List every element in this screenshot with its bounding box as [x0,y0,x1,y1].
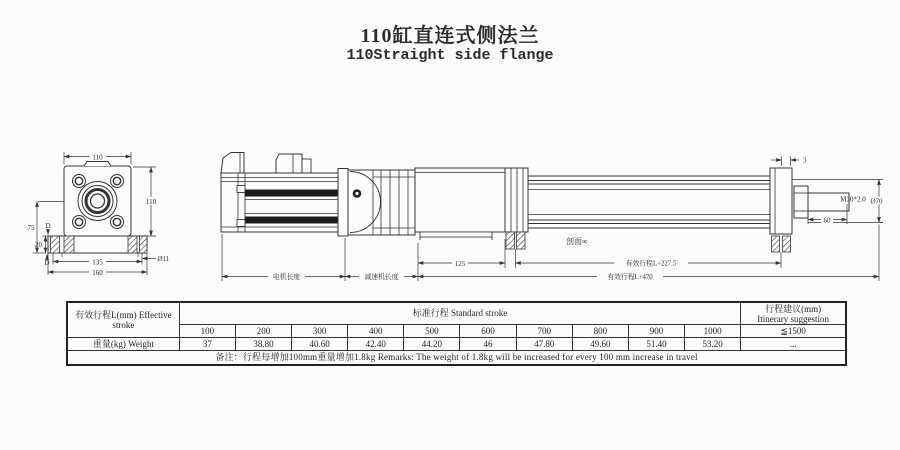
front-view [28,152,170,277]
side-flange-section [505,168,528,249]
weight-value: 47.80 [516,338,572,351]
dim-20: 20 [35,241,42,249]
page-title-chinese: 110缸直连式侧法兰 [360,25,540,47]
dim-stroke-total: 有效行程L+470 [607,274,653,281]
dim-bolt-span: 135 [92,258,103,267]
dim-rod-flange-dia: Ø70 [870,197,883,206]
suggestion-header [741,302,846,325]
stroke-value: 500 [404,325,460,338]
weight-value: 37 [179,338,235,351]
side-view [221,153,886,282]
dim-right-height: 110 [145,198,157,206]
effective-stroke-header: 有效行程L(mm) Effective stroke [67,302,179,338]
dim-stroke-mid: 有效行程L+227.5 [625,260,677,268]
thread-label: M30*2.0 [840,195,866,204]
reducer [348,170,415,235]
dim-bolt-hole: Ø11 [157,255,170,263]
reducer-length-label: 减速机长度 [364,274,399,281]
dim-cap: 3 [803,156,807,165]
suggestion-value: ≦1500 [741,325,846,338]
dim-d-lower: D [44,259,50,267]
stroke-value: 900 [628,325,684,338]
motor-flange [338,169,348,237]
flange-top-tab [84,162,111,167]
page-title-english: 110Straight side flange [346,47,554,64]
dim-d-upper: D [45,222,51,230]
section-label: 剖面∞ [566,237,588,246]
stroke-value: 700 [516,325,572,338]
stroke-value: 300 [292,325,348,338]
remarks: 备注：行程每增加100mm重量增加1.8kg Remarks: The weight of 1.8kg will be increased for every 100 mm increase in travel [67,351,846,366]
stroke-value: 800 [572,325,628,338]
motor [221,153,348,237]
standard-stroke-header: 标准行程 Standard stroke [179,302,740,325]
mounting-block [415,168,505,240]
stroke-value: 600 [460,325,516,338]
stroke-value: 400 [348,325,404,338]
motor-stripe-top [245,190,338,197]
weight-value: 49.60 [572,338,628,351]
dim-block-length: 125 [454,260,466,268]
weight-value: 53.20 [685,338,741,351]
suggestion-header-zh: 行程建议(mm) [765,303,822,314]
motor-terminal-box [276,154,302,173]
cylinder-tube [528,176,770,228]
dim-top-width: 110 [92,153,103,162]
stroke-values-row [67,325,846,338]
weight-value: 51.40 [628,338,684,351]
weight-label: 重量(kg) Weight [67,338,179,351]
weight-value: 46 [460,338,516,351]
weight-value: 44.20 [404,338,460,351]
end-cap [770,168,792,252]
weight-suggestion: ... [741,338,846,351]
weight-value: 42.40 [348,338,404,351]
motor-length-label: 电机长度 [272,274,301,281]
weight-value: 38.80 [235,338,291,351]
motor-connector [221,153,244,174]
base-plate-section [48,236,147,257]
dim-base-width: 160 [92,269,103,277]
dim-75: 75 [27,224,35,232]
stroke-value: 200 [235,325,291,338]
weight-row [67,338,846,351]
spec-table [66,301,847,366]
dim-rod-length: 60 [823,216,831,225]
stroke-value: 1000 [685,325,741,338]
motor-stripe-bottom [245,217,338,224]
weight-value: 40.60 [292,338,348,351]
suggestion-header-en: Itinerary suggestion [757,313,829,324]
stroke-value: 100 [179,325,235,338]
